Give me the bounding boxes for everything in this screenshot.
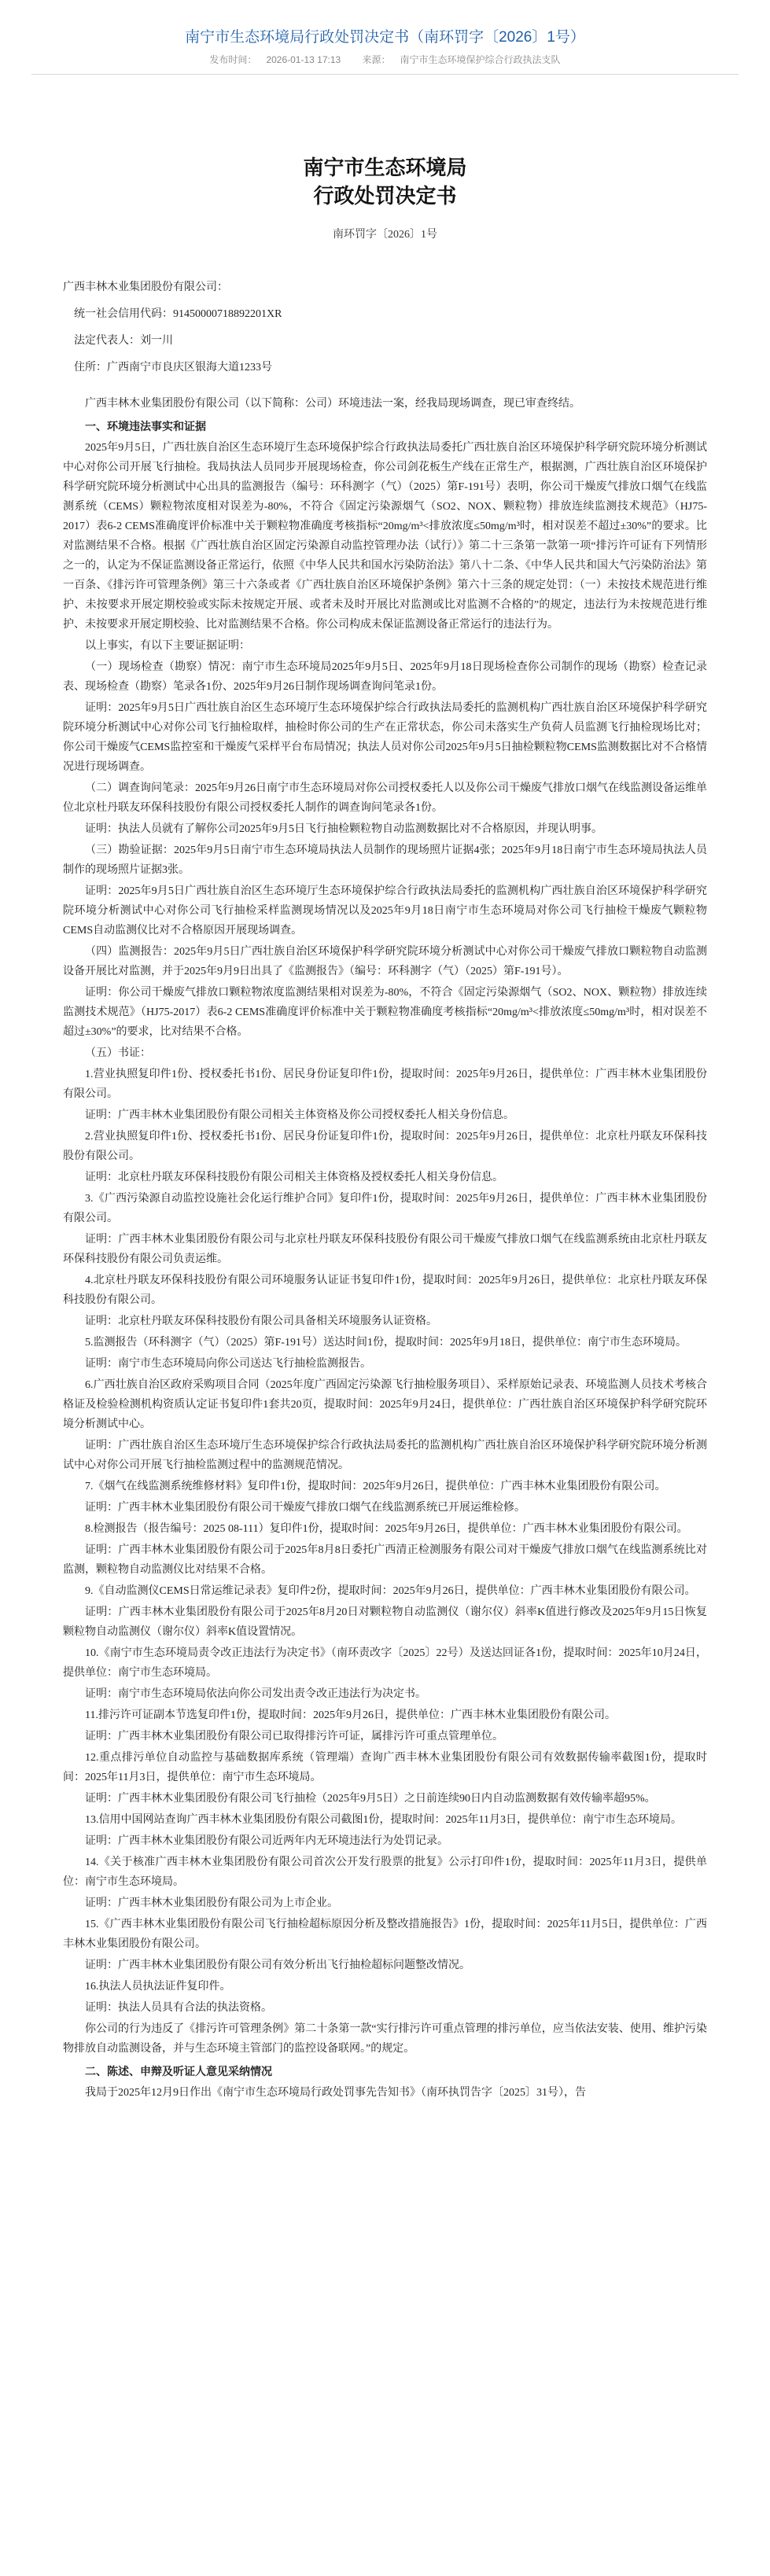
paragraph: （四）监测报告：2025年9月5日广西壮族自治区环境保护科学研究院环境分析测试中心对你公司干燥废气排放口颗粒物自动监测设备开展比对监测，并于2025年9月9日出具了《监测报告》（编号：环科测字（气）（2025）第F-191号）。: [63, 946, 707, 977]
paragraph: 13.信用中国网站查询广西丰林木业集团股份有限公司截图1份，提取时间：2025年11月3日，提供单位：南宁市生态环境局。: [85, 1814, 682, 1826]
credit-code: 统一社会信用代码：91450000718892201XR: [74, 308, 282, 320]
paragraph: 证明：广西丰林木业集团股份有限公司相关主体资格及你公司授权委托人相关身份信息。: [85, 1110, 514, 1121]
article-meta: [31, 53, 739, 75]
section-heading: 一、环境违法事实和证据: [85, 420, 206, 432]
paragraph: 证明：南宁市生态环境局依法向你公司发出责令改正违法行为决定书。: [85, 1688, 426, 1700]
decision-content: [63, 394, 707, 2103]
source-value: 南宁市生态环境保护综合行政执法支队: [400, 54, 561, 65]
document-body: [0, 153, 770, 2103]
paragraph: 证明：2025年9月5日广西壮族自治区生态环境厅生态环境保护综合行政执法局委托的监测机构广西壮族自治区环境保护科学研究院环境分析测试中心对你公司飞行抽检取样，抽检时你公司的生产在正常状态，你公司未落实生产负荷人员监测飞行抽检现场比对；你公司干燥废气CEMS监控室和干燥废气采样平台布局情况；执法人员对你公司2025年9月5日抽检颗粒物CEMS监测数据比对不合格情况进行现场调查。: [63, 702, 707, 773]
paragraph: 2.营业执照复印件1份、授权委托书1份、居民身份证复印件1份，提取时间：2025年9月26日，提供单位：北京杜丹联友环保科技股份有限公司。: [63, 1131, 707, 1162]
paragraph: 证明：执法人员就有了解你公司2025年9月5日飞行抽检颗粒物自动监测数据比对不合格原因，并现认明事。: [85, 823, 602, 835]
paragraph: 证明：执法人员具有合法的执法资格。: [85, 2002, 272, 2014]
paragraph: 我局于2025年12月9日作出《南宁市生态环境局行政处罚事先告知书》（南环执罚告字〔2025〕31号），告: [85, 2087, 586, 2099]
paragraph: 15.《广西丰林木业集团股份有限公司飞行抽检超标原因分析及整改措施报告》1份，提取时间：2025年11月5日，提供单位：广西丰林木业集团股份有限公司。: [63, 1919, 707, 1950]
paragraph: 证明：2025年9月5日广西壮族自治区生态环境厅生态环境保护综合行政执法局委托的监测机构广西壮族自治区环境保护科学研究院环境分析测试中心对你公司飞行抽检采样监测现场情况以及2025年9月18日南宁市生态环境局对你公司飞行抽检干燥废气颗粒物CEMS自动监测仪比对不合格原因开展现场调查。: [63, 885, 707, 937]
address: 住所：广西南宁市良庆区银海大道1233号: [74, 362, 272, 374]
paragraph: （三）勘验证据：2025年9月5日南宁市生态环境局执法人员制作的现场照片证据4张；2025年9月18日南宁市生态环境局执法人员制作的现场照片证据3张。: [63, 845, 707, 876]
publish-time: [204, 54, 345, 65]
paragraph: 8.检测报告（报告编号：2025 08-111）复印件1份，提取时间：2025年9月26日，提供单位：广西丰林木业集团股份有限公司。: [85, 1523, 688, 1535]
paragraph: 以上事实，有以下主要证据证明：: [85, 640, 250, 652]
paragraph: 证明：北京杜丹联友环保科技股份有限公司相关主体资格及授权委托人相关身份信息。: [85, 1172, 503, 1183]
publish-label: 发布时间：: [209, 54, 257, 65]
document-number: 南环罚字〔2026〕1号: [333, 229, 437, 241]
paragraph: 9.《自动监测仪CEMS日常运维记录表》复印件2份，提取时间：2025年9月26日，提供单位：广西丰林木业集团股份有限公司。: [85, 1585, 696, 1597]
paragraph: 14.《关于核准广西丰林木业集团股份有限公司首次公开发行股票的批复》公示打印件1份，提取时间：2025年11月3日，提供单位：南宁市生态环境局。: [63, 1857, 707, 1888]
paragraph: （一）现场检查（勘察）情况：南宁市生态环境局2025年9月5日、2025年9月18日现场检查你公司制作的现场（勘察）检查记录表、现场检查（勘察）笔录各1份、2025年9月26日制作现场调查询问笔录1份。: [63, 661, 707, 693]
article-header: [16, 14, 754, 53]
source: [358, 54, 566, 65]
paragraph: 6.广西壮族自治区政府采购项目合同（2025年度广西固定污染源飞行抽检服务项目）、采样原始记录表、环境监测人员技术考核合格证及检验检测机构资质认定证书复印件1套共20页，提取时间：2025年9月24日，提供单位：广西壮族自治区环境保护科学研究院环境分析测试中心。: [63, 1379, 707, 1430]
paragraph: 证明：广西丰林木业集团股份有限公司于2025年8月8日委托广西清正检测服务有限公司对干燥废气排放口烟气在线监测系统比对监测，颗粒物自动监测仪比对结果不合格。: [63, 1544, 707, 1576]
paragraph: 1.营业执照复印件1份、授权委托书1份、居民身份证复印件1份，提取时间：2025年9月26日，提供单位：广西丰林木业集团股份有限公司。: [63, 1069, 707, 1100]
paragraph: 2025年9月5日，广西壮族自治区生态环境厅生态环境保护综合行政执法局委托广西壮族自治区环境保护科学研究院环境分析测试中心对你公司开展飞行抽检。我局执法人员同步开展现场检查，你公司剑花板生产线在正常生产，根据测，广西壮族自治区环境保护科学研究院环境分析测试中心出具的监测报告（编号：环科测字（气）（2025）第F-191号）表明，你公司干燥废气排放口烟气在线监测系统（CEMS）颗粒物浓度相对误差为-80%，不符合《固定污染源烟气（SO2、NOX、颗粒物）排放连续监测技术规范》（HJ75-2017）表6-2 CEMS准确度评价标准中关于颗粒物准确度考核指标“20mg/m³<排放浓度≤50mg/m³时，相对误差不超过±30%”的要求。比对监测结果不合格。根据《广西壮族自治区固定污染源自动监控管理办法（试行）》第二十三条第一款第一项“排污许可证有下列情形之一的，认定为不保证监测设备正常运行，依照《中华人民共和国水污染防治法》第八十二条、《中华人民共和国大气污染防治法》第一百条、《排污许可管理条例》第三十六条或者《广西壮族自治区环境保护条例》第六十三条的规定处罚：（一）未按技术规范进行维护、未按要求开展定期校验或实际未按规定开展、或者未及时开展比对监测或比对监测不合格的”的规定，违法行为未按规范进行维护、未按要求开展定期校验、比对监测结果不合格。你公司构成未保证监测设备正常运行的违法行为。: [63, 442, 707, 631]
section-heading: 二、陈述、申辩及听证人意见采纳情况: [85, 2065, 272, 2077]
document-title: [63, 153, 707, 210]
paragraph: 10.《南宁市生态环境局责令改正违法行为决定书》（南环责改字〔2025〕22号）及送达回证各1份，提取时间：2025年10月24日，提供单位：南宁市生态环境局。: [63, 1647, 707, 1679]
paragraph: 你公司的行为违反了《排污许可管理条例》第二十条第一款“实行排污许可重点管理的排污单位，应当依法安装、使用、维护污染物排放自动监测设备，并与生态环境主管部门的监控设备联网。”的规定。: [63, 2023, 707, 2055]
publish-value: 2026-01-13 17:13: [266, 54, 341, 65]
paragraph: 证明：广西丰林木业集团股份有限公司为上市企业。: [85, 1897, 338, 1909]
document-title-line2: 行政处罚决定书: [313, 184, 457, 208]
paragraph: （二）调查询问笔录：2025年9月26日南宁市生态环境局对你公司授权委托人以及你公司干燥废气排放口烟气在线监测设备运维单位北京杜丹联友环保科技股份有限公司授权委托人制作的调查询问笔录各1份。: [63, 782, 707, 814]
paragraph: 广西丰林木业集团股份有限公司（以下简称：公司）环境违法一案，经我局现场调查，现已审查终结。: [85, 398, 580, 410]
paragraph: 12.重点排污单位自动监控与基础数据库系统（管理端）查询广西丰林木业集团股份有限公司有效数据传输率截图1份，提取时间：2025年11月3日，提供单位：南宁市生态环境局。: [63, 1752, 707, 1783]
legal-representative: 法定代表人：刘一川: [74, 335, 173, 347]
article-title: 南宁市生态环境局行政处罚决定书（南环罚字〔2026〕1号）: [185, 29, 585, 46]
paragraph: 证明：你公司干燥废气排放口颗粒物浓度监测结果相对误差为-80%，不符合《固定污染源烟气（SO2、NOX、颗粒物）排放连续监测技术规范》（HJ75-2017）表6-2 CEMS准确度评价标准中关于颗粒物准确度考核指标“20mg/m³<排放浓度≤50mg/m³时，相对误差不超过±30%”的要求，比对结果不合格。: [63, 987, 707, 1038]
paragraph: 16.执法人员执法证件复印件。: [85, 1981, 231, 1993]
paragraph: 证明：广西丰林木业集团股份有限公司已取得排污许可证，属排污许可重点管理单位。: [85, 1731, 503, 1742]
document-title-line1: 南宁市生态环境局: [303, 156, 467, 179]
paragraph: 4.北京杜丹联友环保科技股份有限公司环境服务认证证书复印件1份，提取时间：2025年9月26日，提供单位：北京杜丹联友环保科技股份有限公司。: [63, 1275, 707, 1306]
paragraph: 3.《广西污染源自动监控设施社会化运行维护合同》复印件1份，提取时间：2025年9月26日，提供单位：广西丰林木业集团股份有限公司。: [63, 1193, 707, 1224]
paragraph: 证明：广西壮族自治区生态环境厅生态环境保护综合行政执法局委托的监测机构广西壮族自治区环境保护科学研究院环境分析测试中心对你公司开展飞行抽检监测过程中的监测规范情况。: [63, 1440, 707, 1471]
paragraph: 证明：北京杜丹联友环保科技股份有限公司具备相关环境服务认证资格。: [85, 1316, 437, 1327]
paragraph: 5.监测报告（环科测字（气）（2025）第F-191号）送达时间1份，提取时间：2025年9月18日，提供单位：南宁市生态环境局。: [85, 1337, 687, 1349]
paragraph: 证明：广西丰林木业集团股份有限公司有效分析出飞行抽检超标问题整改情况。: [85, 1960, 470, 1971]
paragraph: 7.《烟气在线监测系统维修材料》复印件1份，提取时间：2025年9月26日，提供单位：广西丰林木业集团股份有限公司。: [85, 1481, 666, 1492]
party-info: [63, 274, 707, 381]
source-label: 来源：: [362, 54, 391, 65]
paragraph: 证明：广西丰林木业集团股份有限公司飞行抽检（2025年9月5日）之日前连续90日内自动监测数据有效传输率超95%。: [85, 1793, 656, 1805]
paragraph: 证明：广西丰林木业集团股份有限公司干燥废气排放口烟气在线监测系统已开展运维检修。: [85, 1502, 525, 1514]
paragraph: 证明：广西丰林木业集团股份有限公司与北京杜丹联友环保科技股份有限公司干燥废气排放口烟气在线监测系统由北京杜丹联友环保科技股份有限公司负责运维。: [63, 1234, 707, 1265]
paragraph: 证明：南宁市生态环境局向你公司送达飞行抽检监测报告。: [85, 1358, 371, 1370]
party-name: 广西丰林木业集团股份有限公司：: [63, 282, 228, 293]
paragraph: 11.排污许可证副本节选复印件1份，提取时间：2025年9月26日，提供单位：广西丰林木业集团股份有限公司。: [85, 1709, 616, 1721]
paragraph: （五）书证：: [85, 1047, 151, 1059]
paragraph: 证明：广西丰林木业集团股份有限公司近两年内无环境违法行为处罚记录。: [85, 1835, 448, 1847]
page: [0, 14, 770, 2103]
paragraph: 证明：广西丰林木业集团股份有限公司于2025年8月20日对颗粒物自动监测仪（谢尔仪）斜率K值进行修改及2025年9月15日恢复颗粒物自动监测仪（谢尔仪）斜率K值设置情况。: [63, 1606, 707, 1638]
